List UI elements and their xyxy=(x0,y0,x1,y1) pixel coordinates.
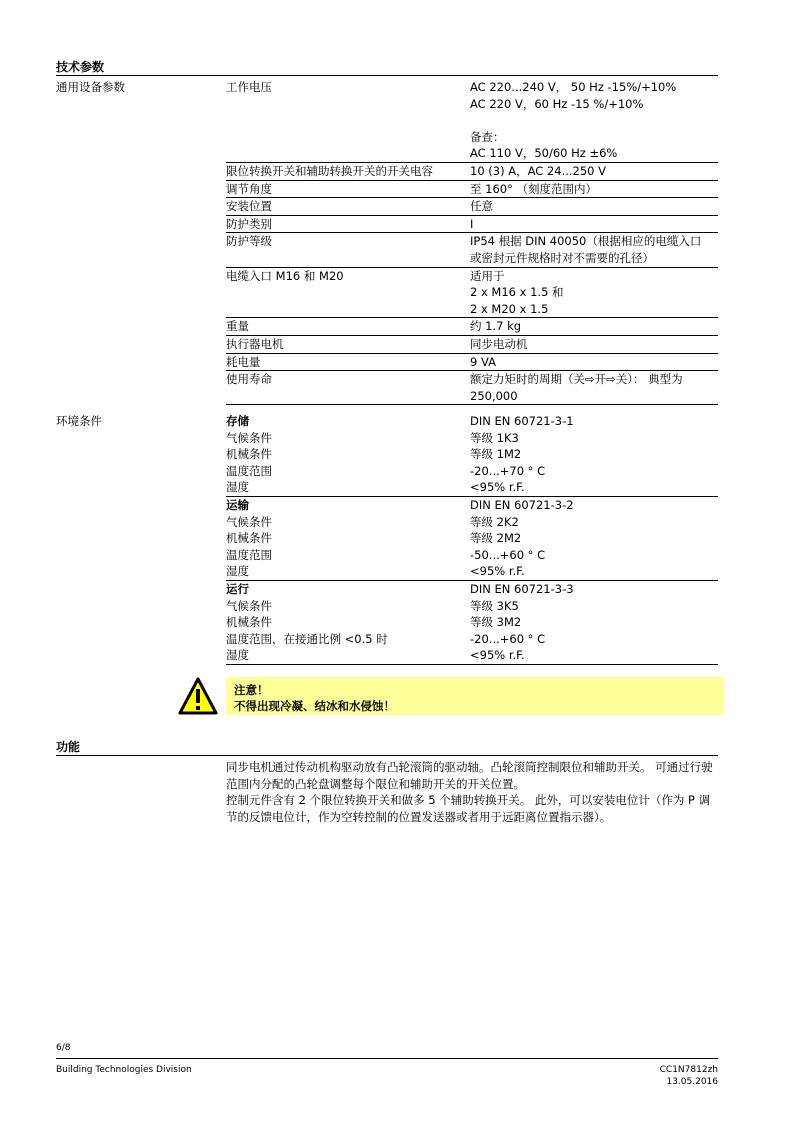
env-row xyxy=(226,614,718,631)
spec-value-line: 至 160° （刻度范围内） xyxy=(470,181,598,196)
spec-key: 耗电量 xyxy=(226,353,470,371)
env-row xyxy=(226,530,718,547)
spec-row xyxy=(226,215,718,233)
spec-key: 工作电压 xyxy=(226,79,470,162)
spec-row xyxy=(226,198,718,216)
spec-value xyxy=(470,79,718,162)
env-value: 等级 3K5 xyxy=(470,598,519,613)
doc-id: CC1N7812zh xyxy=(659,1065,718,1075)
spec-row xyxy=(226,233,718,267)
spec-row xyxy=(226,353,718,371)
spec-key: 电缆入口 M16 和 M20 xyxy=(226,267,470,318)
spec-value-line: 2 x M20 x 1.5 xyxy=(470,301,549,316)
env-value: <95% r.F. xyxy=(470,647,718,664)
page-number: 6/8 xyxy=(56,1043,71,1053)
spec-value xyxy=(470,162,718,180)
spec-value xyxy=(470,180,718,198)
env-value: 等级 2K2 xyxy=(470,514,519,529)
spec-row xyxy=(226,267,718,318)
spec-value-line: AC 220...240 V， 50 Hz -15%/+10% xyxy=(470,80,677,94)
spec-key: 安装位置 xyxy=(226,198,470,216)
spec-value-line: 或密封元件规格时对不需要的孔径） xyxy=(470,250,654,265)
footer-divider xyxy=(56,1058,718,1059)
general-params-table xyxy=(226,79,718,405)
env-key: 气候条件 xyxy=(226,598,272,613)
warning-triangle-icon xyxy=(178,677,218,715)
env-key: 湿度 xyxy=(226,564,249,579)
env-key: 温度范围，在接通比例 <0.5 时 xyxy=(226,631,388,646)
env-group-head xyxy=(226,496,718,513)
spec-value-line: 同步电动机 xyxy=(470,336,528,351)
env-row xyxy=(226,631,718,648)
env-row xyxy=(226,463,718,480)
spec-value-line: 9 VA xyxy=(470,354,496,369)
function-paragraph-1: 同步电机通过传动机构驱动放有凸轮滚筒的驱动轴。凸轮滚筒控制限位和辅助开关。 可通过行驶范围内分配的凸轮盘调整每个限位和辅助开关的开关位置。 xyxy=(226,760,713,791)
spec-row xyxy=(226,335,718,353)
spec-key: 调节角度 xyxy=(226,180,470,198)
env-value: 等级 1K3 xyxy=(470,430,519,445)
spec-value-line: 10 (3) A，AC 24...250 V xyxy=(470,163,607,178)
division-name: Building Technologies Division xyxy=(56,1065,192,1075)
env-value: <95% r.F. xyxy=(470,564,525,579)
env-group-head xyxy=(226,580,718,597)
spec-key: 重量 xyxy=(226,318,470,336)
warning-box xyxy=(226,677,724,715)
spec-value xyxy=(470,215,718,233)
env-conditions-label: 环境条件 xyxy=(56,414,102,428)
env-key: 温度范围 xyxy=(226,547,272,562)
env-group-standard: DIN EN 60721-3-2 xyxy=(470,496,718,513)
env-key: 湿度 xyxy=(226,480,249,495)
spec-key: 防护类别 xyxy=(226,215,470,233)
env-group-head xyxy=(226,413,718,430)
function-section-title: 功能 xyxy=(56,740,81,754)
env-key: 气候条件 xyxy=(226,514,272,529)
spec-value-line: AC 110 V，50/60 Hz ±6% xyxy=(470,146,618,161)
spec-value-line: 250,000 xyxy=(470,388,518,403)
spec-value-line: 约 1.7 kg xyxy=(470,319,522,334)
spec-value-line: 2 x M16 x 1.5 和 xyxy=(470,285,564,300)
env-row xyxy=(226,514,718,531)
env-group-title: 存储 xyxy=(226,414,249,428)
env-row xyxy=(226,479,718,496)
env-value: <95% r.F. xyxy=(470,480,525,495)
env-value: -50...+60 ° C xyxy=(470,547,546,562)
spec-value xyxy=(470,353,718,371)
spec-row xyxy=(226,371,718,405)
tech-section-title: 技术参数 xyxy=(56,60,105,74)
spec-value-line: 额定力矩时的周期（关⇨开⇨关）： 典型为 xyxy=(470,372,683,387)
env-group-title: 运行 xyxy=(226,580,470,597)
env-key: 湿度 xyxy=(226,647,470,664)
warning-line-2: 不得出现冷凝、结冰和水侵蚀！ xyxy=(234,699,395,713)
env-key: 机械条件 xyxy=(226,531,272,546)
env-row xyxy=(226,430,718,447)
env-key: 气候条件 xyxy=(226,430,272,445)
env-row xyxy=(226,563,718,580)
spec-value-line: 备查： xyxy=(470,129,505,144)
spec-value-line: AC 220 V，60 Hz -15 %/+10% xyxy=(470,96,644,111)
spec-row xyxy=(226,79,718,162)
env-group-standard: DIN EN 60721-3-3 xyxy=(470,580,718,597)
spec-value xyxy=(470,318,718,336)
env-row xyxy=(226,446,718,463)
env-key: 机械条件 xyxy=(226,447,272,462)
section-divider xyxy=(56,755,718,756)
function-paragraph-2: 控制元件含有 2 个限位转换开关和做多 5 个辅助转换开关。 此外，可以安装电位计（作为 P 调节的反馈电位计，作为空转控制的位置发送器或者用于远距离位置指示器）。 xyxy=(226,793,711,824)
env-key: 温度范围 xyxy=(226,463,272,478)
env-value: 等级 2M2 xyxy=(470,531,522,546)
spec-key: 执行器电机 xyxy=(226,335,470,353)
spec-row xyxy=(226,162,718,180)
spec-value xyxy=(470,198,718,216)
env-value: -20...+70 ° C xyxy=(470,463,546,478)
env-row xyxy=(226,598,718,615)
doc-date: 13.05.2016 xyxy=(666,1077,718,1087)
spec-value-line xyxy=(470,112,718,129)
section-divider xyxy=(56,75,718,76)
spec-row xyxy=(226,318,718,336)
spec-value xyxy=(470,335,718,353)
function-text xyxy=(226,759,720,825)
env-value: 等级 3M2 xyxy=(470,615,522,630)
spec-value-line: 适用于 xyxy=(470,268,505,283)
spec-key: 使用寿命 xyxy=(226,371,470,405)
spec-value-line: IP54 根据 DIN 40050（根据相应的电缆入口 xyxy=(470,234,702,249)
env-row xyxy=(226,547,718,564)
spec-value xyxy=(470,233,718,267)
env-value: 等级 1M2 xyxy=(470,447,522,462)
spec-key: 防护等级 xyxy=(226,233,470,267)
env-key: 机械条件 xyxy=(226,615,272,630)
env-value: -20...+60 ° C xyxy=(470,631,546,646)
spec-key: 限位转换开关和辅助转换开关的开关电容 xyxy=(226,162,470,180)
env-conditions-table xyxy=(226,413,718,665)
spec-value xyxy=(470,267,718,318)
spec-row xyxy=(226,180,718,198)
general-params-label: 通用设备参数 xyxy=(56,80,125,94)
spec-value-line: 任意 xyxy=(470,199,493,214)
warning-line-1: 注意！ xyxy=(234,683,269,697)
env-row xyxy=(226,647,718,664)
env-group-title: 运输 xyxy=(226,496,470,513)
spec-value-line: I xyxy=(470,216,474,231)
env-group-standard: DIN EN 60721-3-1 xyxy=(470,414,574,428)
spec-value xyxy=(470,371,718,405)
